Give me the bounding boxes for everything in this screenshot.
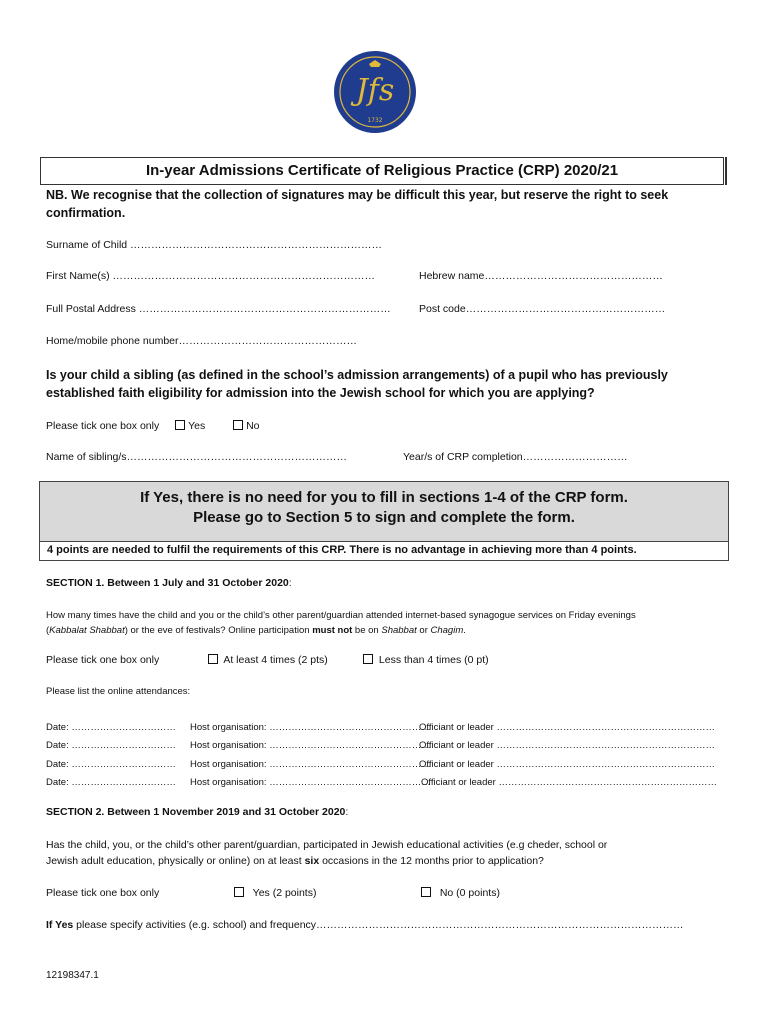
- no-label: No: [246, 420, 260, 432]
- notice-line-2: Please go to Section 5 to sign and complete the form.: [193, 509, 575, 526]
- section-1-heading: SECTION 1. Between 1 July and 31 October 2020:: [46, 577, 292, 589]
- attendance-officiant-2[interactable]: Officiant or leader ……………………………………………………………: [419, 740, 715, 751]
- section-2-option-2: No (0 points): [421, 886, 500, 900]
- attendance-host-2[interactable]: Host organisation: ……………………………………………: [190, 740, 431, 751]
- attendance-host-1[interactable]: Host organisation: ……………………………………………: [190, 722, 431, 733]
- attendance-officiant-3[interactable]: Officiant or leader ……………………………………………………………: [419, 759, 715, 770]
- section-1-tick-prompt: Please tick one box only: [46, 654, 160, 666]
- page-title: In-year Admissions Certificate of Religious Practice (CRP) 2020/21: [145, 162, 619, 179]
- attendance-officiant-1[interactable]: Officiant or leader ……………………………………………………………: [419, 722, 715, 733]
- section-1-question: How many times have the child and you or the child’s other parent/guardian attended internet-based synagogue services on Friday evenings (Kabbalat Shabbat) or the eve of festivals? Online participation must not be on Shabbat or Chagim.: [46, 610, 636, 636]
- attendance-date-3[interactable]: Date: ……………………………: [46, 759, 176, 770]
- surname-field[interactable]: Surname of Child ………………………………………………………………: [46, 239, 383, 251]
- attendance-date-2[interactable]: Date: ……………………………: [46, 740, 176, 751]
- attendance-host-3[interactable]: Host organisation: ……………………………………………: [190, 759, 431, 770]
- section-1-option-2: Less than 4 times (0 pt): [363, 653, 489, 667]
- no-checkbox[interactable]: [233, 420, 243, 430]
- option-2-checkbox[interactable]: [363, 654, 373, 664]
- attendance-date-4[interactable]: Date: ……………………………: [46, 777, 176, 788]
- phone-field[interactable]: Home/mobile phone number……………………………………………: [46, 335, 357, 347]
- points-note: 4 points are needed to fulfil the requirements of this CRP. There is no advantage in achieving more than 4 points.: [47, 544, 637, 556]
- section-2-heading: SECTION 2. Between 1 November 2019 and 31 October 2020:: [46, 806, 349, 818]
- section-2-question: Has the child, you, or the child’s other parent/guardian, participated in Jewish educational activities (e.g cheder, school or Jewish adult education, physically or online) on at least six occasions in the 12 months prior to application?: [46, 839, 608, 867]
- logo-text: Jfs: [355, 73, 395, 108]
- notice-box: [39, 481, 729, 542]
- attendance-host-4[interactable]: Host organisation: ……………………………………………: [190, 777, 431, 788]
- attendance-officiant-4[interactable]: Officiant or leader ……………………………………………………………: [421, 777, 717, 788]
- yes-checkbox[interactable]: [175, 420, 185, 430]
- crp-year-field[interactable]: Year/s of CRP completion…………………………: [403, 451, 628, 463]
- logo-year: 1732: [367, 117, 383, 124]
- sibling-name-field[interactable]: Name of sibling/s………………………………………………………: [46, 451, 348, 463]
- section-2-option-1: Yes (2 points): [234, 886, 316, 900]
- first-names-field[interactable]: First Name(s) …………………………………………………………………: [46, 270, 375, 282]
- list-prompt: Please list the online attendances:: [46, 686, 191, 697]
- section-2-no-checkbox[interactable]: [421, 887, 431, 897]
- address-field[interactable]: Full Postal Address ………………………………………………………………: [46, 303, 391, 315]
- section-2-yes-checkbox[interactable]: [234, 887, 244, 897]
- hebrew-name-field[interactable]: Hebrew name……………………………………………: [419, 270, 663, 282]
- if-yes-field[interactable]: If Yes please specify activities (e.g. school) and frequency……………………………………………………………………………………………: [46, 919, 684, 931]
- sibling-question: Is your child a sibling (as defined in the school’s admission arrangements) of a pupil who has previously established faith eligibility for admission into the Jewish school for which you are applying?: [46, 368, 668, 400]
- section-2-tick-prompt: Please tick one box only: [46, 887, 160, 899]
- jfs-logo: [333, 50, 417, 134]
- section-1-option-1: At least 4 times (2 pts): [208, 653, 328, 667]
- tick-prompt: Please tick one box only: [46, 420, 160, 432]
- option-1-checkbox[interactable]: [208, 654, 218, 664]
- title-box: [40, 157, 724, 185]
- notice-line-1: If Yes, there is no need for you to fill in sections 1-4 of the CRP form.: [140, 489, 628, 506]
- sibling-tick-row: [46, 419, 260, 433]
- points-box: [39, 540, 729, 561]
- yes-label: Yes: [188, 420, 206, 432]
- attendance-date-1[interactable]: Date: ……………………………: [46, 722, 176, 733]
- nb-note: NB. We recognise that the collection of signatures may be difficult this year, but reserve the right to seek confirmation.: [46, 188, 669, 220]
- post-code-field[interactable]: Post code…………………………………………………: [419, 303, 666, 315]
- document-id: 12198347.1: [46, 970, 99, 981]
